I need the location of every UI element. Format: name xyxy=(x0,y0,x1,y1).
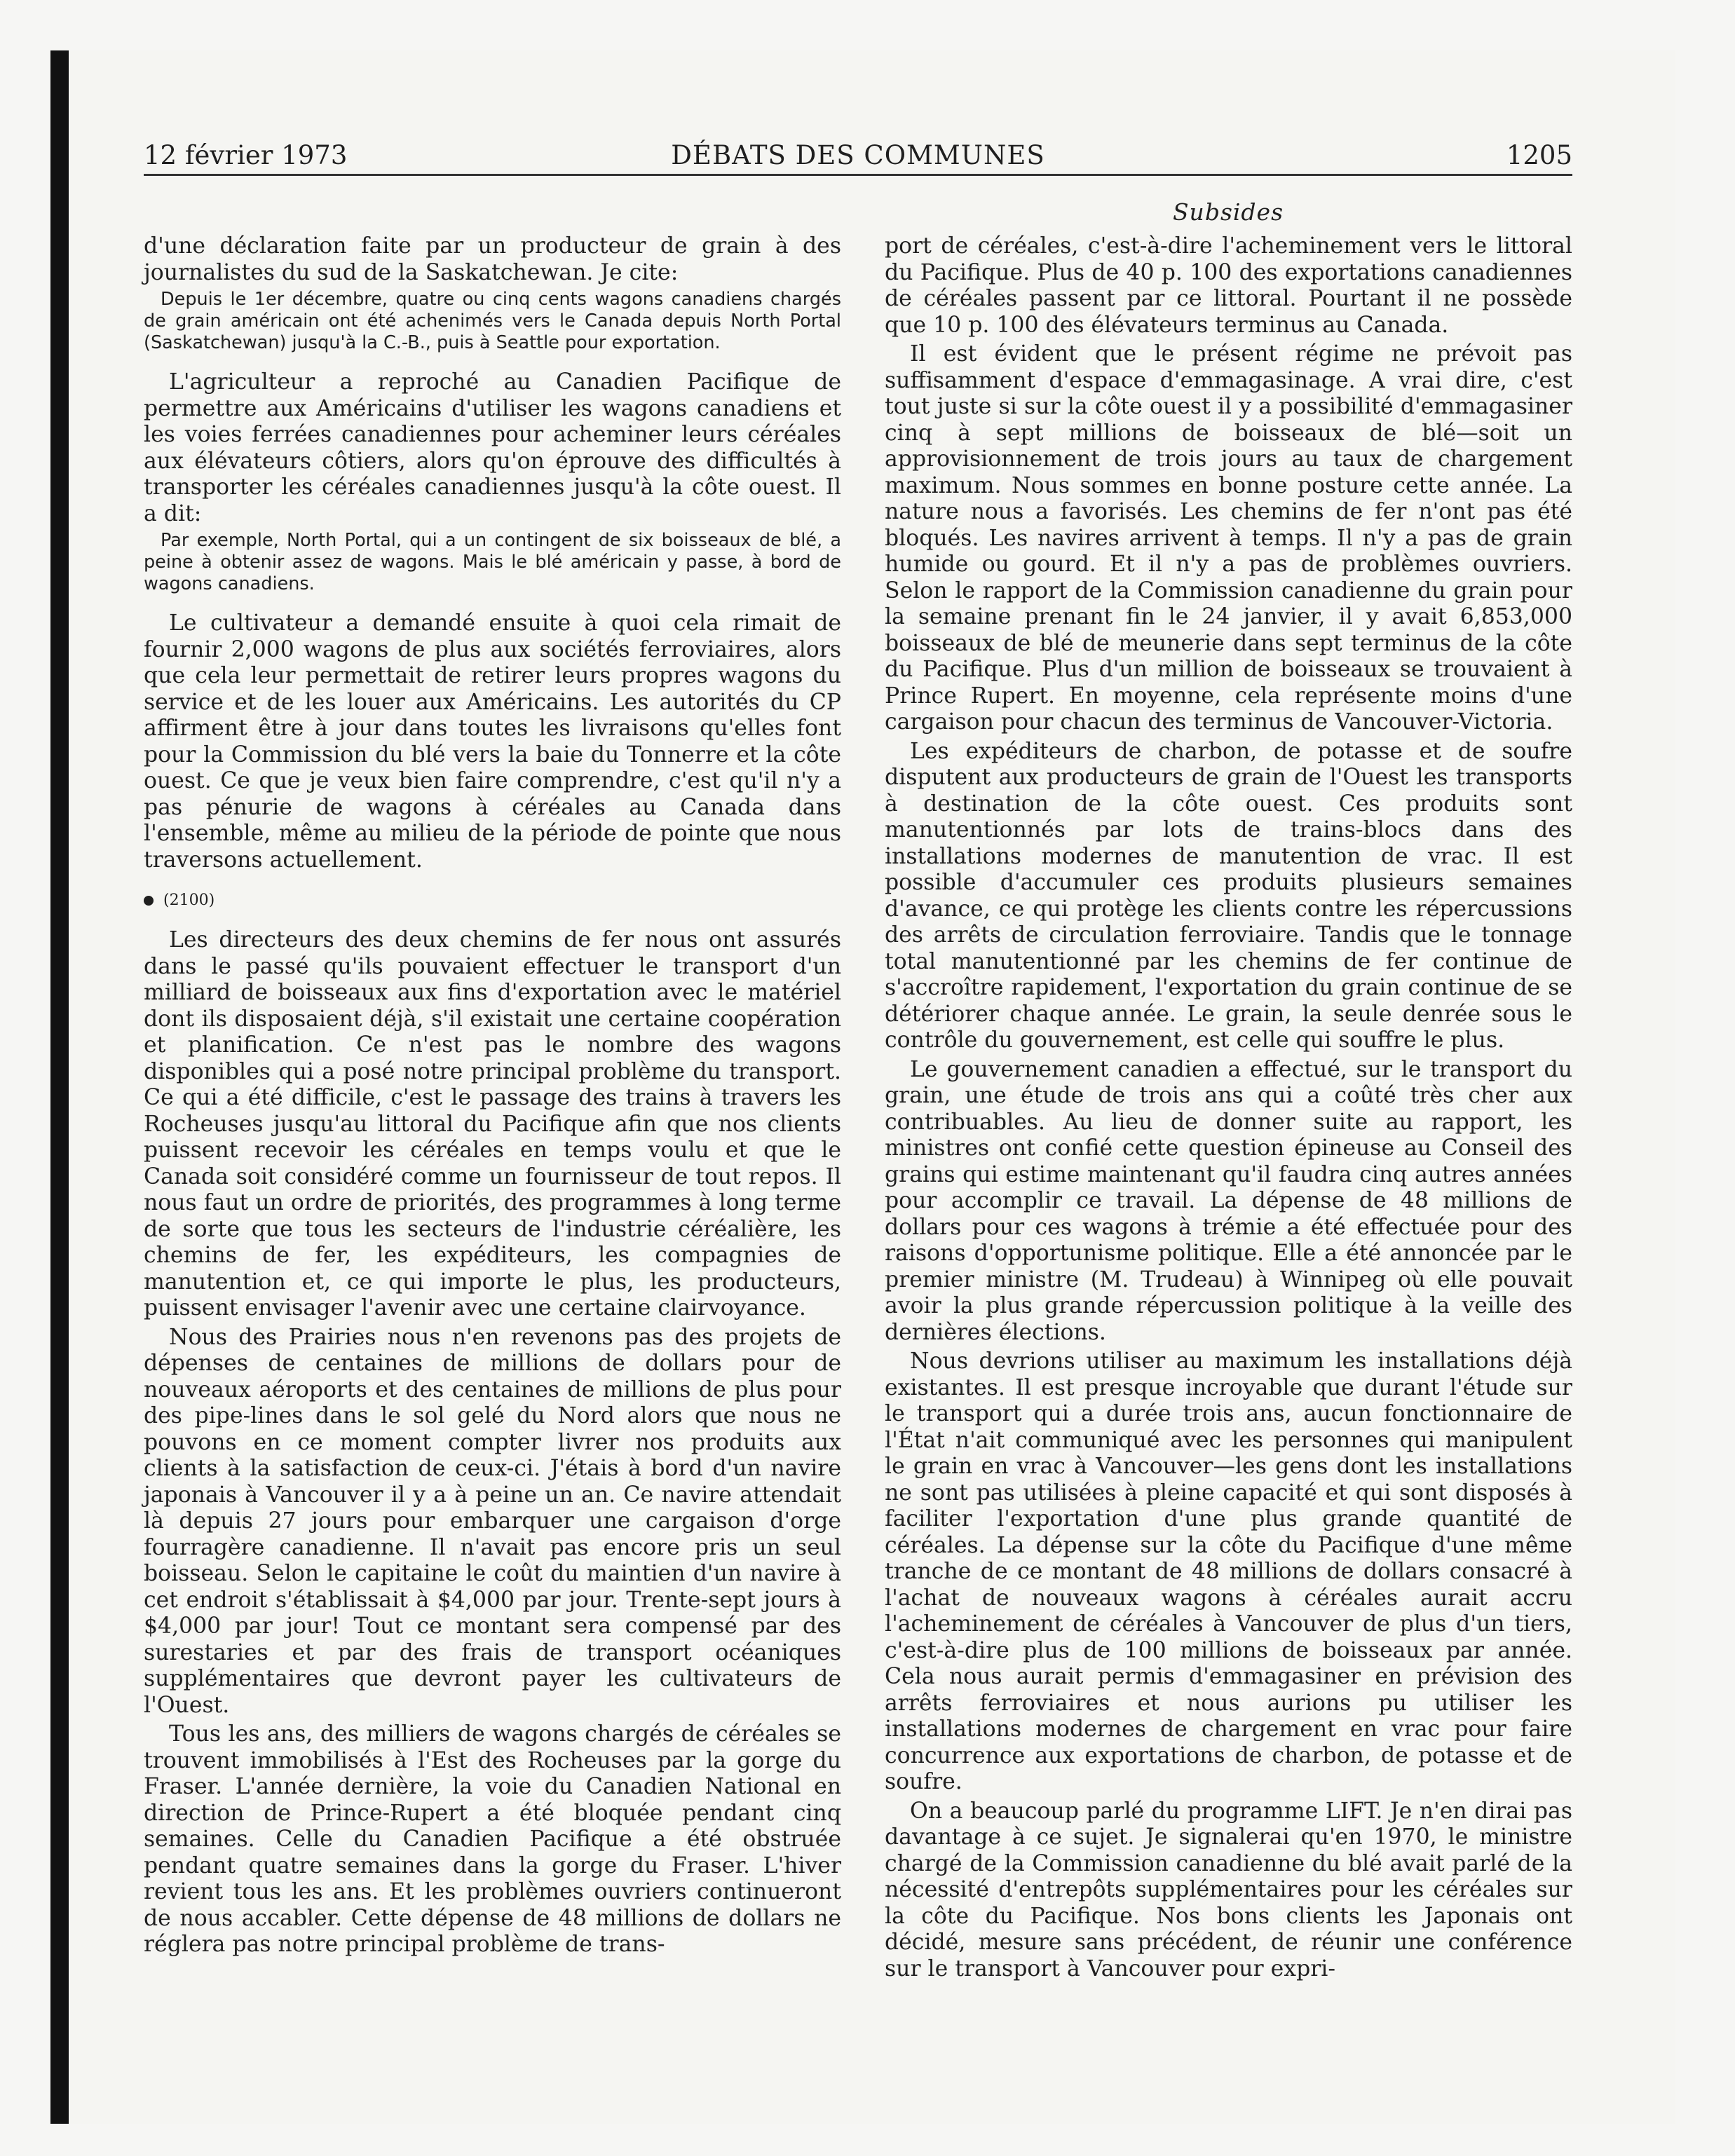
paragraph: d'une déclaration faite par un producteur de grain à des journalistes du sud de la Saskatchewan. Je cite: xyxy=(144,233,841,285)
paragraph: Nous devrions utiliser au maximum les installations déjà existantes. Il est presque incroyable que durant l'étude sur le transport qui a durée trois ans, aucun fonctionnaire de l'État n'ait communiqué avec les personnes qui manipulent le grain en vrac à Vancouver—les gens dont les installations ne sont pas utilisées à pleine capacité et qui sont disposés à faciliter l'exportation d'une plus grande quantité de céréales. La dépense sur la côte du Pacifique d'une même tranche de ce montant de 48 millions de dollars consacré à l'achat de nouveaux wagons à céréales aurait accru l'acheminement de céréales à Vancouver de plus d'un tiers, c'est-à-dire plus de 100 millions de boisseaux par année. Cela nous aurait permis d'emmagasiner en prévision des arrêts ferroviaires et nous aurions pu utiliser les installations modernes de chargement en vrac pour faire concurrence aux exportations de charbon, de potasse et de soufre. xyxy=(885,1349,1572,1794)
paragraph: Il est évident que le présent régime ne prévoit pas suffisamment d'espace d'emmagasinage. A vrai dire, c'est tout juste si sur la côte ouest il y a possibilité d'emmagasiner cinq à sept millions de boisseaux de blé—soit un approvisionnement de trois jours au taux de chargement maximum. Nous sommes en bonne posture cette année. La nature nous a favorisés. Les chemins de fer n'ont pas été bloqués. Les navires arrivent à temps. Il n'y a pas de grain humide ou gourd. Et il n'y a pas de problèmes ouvriers. Selon le rapport de la Commission canadienne du grain pour la semaine prenant fin le 24 janvier, il y avait 6,853,000 boisseaux de blé de meunerie dans sept terminus de la côte du Pacifique. Plus d'un million de boisseaux se trouvaient à Prince Rupert. En moyenne, cela représente moins d'une cargaison pour chacun des terminus de Vancouver-Victoria. xyxy=(885,341,1572,735)
paragraph: Tous les ans, des milliers de wagons chargés de céréales se trouvent immobilisés à l'Est des Rocheuses par la gorge du Fraser. L'année dernière, la voie du Canadien National en direction de Prince-Rupert a été bloquée pendant cinq semaines. Celle du Canadien Pacifique a été obstruée pendant quatre semaines dans la gorge du Fraser. L'hiver revient tous les ans. Et les problèmes ouvriers continueront de nous accabler. Cette dépense de 48 millions de dollars ne réglera pas notre principal problème de trans- xyxy=(144,1721,841,1957)
page-header xyxy=(144,139,1572,176)
bullet-icon xyxy=(144,896,154,906)
paragraph: Le gouvernement canadien a effectué, sur le transport du grain, une étude de trois ans qui a coûté très cher aux contribuables. Au lieu de donner suite au rapport, les ministres ont confié cette question épineuse au Conseil des grains qui estime maintenant qu'il faudra cinq autres années pour accomplir ce travail. La dépense de 48 millions de dollars pour ces wagons à trémie a été effectuée pour des raisons d'opportunisme politique. Elle a été annoncée par le premier ministre (M. Trudeau) à Winnipeg où elle pouvait avoir la plus grande répercussion politique à la veille des dernières élections. xyxy=(885,1056,1572,1345)
right-column xyxy=(885,233,1572,1982)
timestamp xyxy=(144,887,841,913)
scan-edge xyxy=(50,50,69,2124)
left-column xyxy=(144,233,841,1958)
paragraph: Les expéditeurs de charbon, de potasse et de soufre disputent aux producteurs de grain de l'Ouest les transports à destination de la côte ouest. Ces produits sont manutentionnés par lots de trains-blocs dans des installations modernes de manutention de vrac. Il est possible d'accumuler ces produits plusieurs semaines d'avance, ce qui protège les clients contre les répercussions des arrêts de circulation ferroviaire. Tandis que le tonnage total manutentionné par les chemins de fer continue de s'accroître rapidement, l'exportation du grain continue de se détériorer chaque année. Le grain, la seule denrée sous le contrôle du gouvernement, est celle qui souffre le plus. xyxy=(885,738,1572,1053)
header-title: DÉBATS DES COMMUNES xyxy=(671,140,1045,170)
block-quote: Depuis le 1er décembre, quatre ou cinq cents wagons canadiens chargés de grain américain ont été achenimés vers le Canada depuis North Portal (Saskatchewan) jusqu'à la C.-B., puis à Seattle pour exportation. xyxy=(144,289,841,353)
section-label: Subsides xyxy=(1172,198,1284,226)
block-quote: Par exemple, North Portal, qui a un contingent de six boisseaux de blé, a peine à obtenir assez de wagons. Mais le blé américain y passe, à bord de wagons canadiens. xyxy=(144,530,841,594)
paragraph: Nous des Prairies nous n'en revenons pas des projets de dépenses de centaines de millions de dollars pour de nouveaux aéroports et des centaines de millions de plus pour des pipe-lines dans le sol gelé du Nord alors que nous ne pouvons en ce moment compter livrer nos produits aux clients à la satisfaction de ceux-ci. J'étais à bord d'un navire japonais à Vancouver il y a à peine un an. Ce navire attendait là depuis 27 jours pour embarquer une cargaison d'orge fourragère canadienne. Il n'avait pas encore pris un seul boisseau. Selon le capitaine le coût du maintien d'un navire à cet endroit s'établissait à $4,000 par jour. Trente-sept jours à $4,000 par jour! Tout ce montant sera compensé par des surestaries et par des frais de transport océaniques supplémentaires que devront payer les cultivateurs de l'Ouest. xyxy=(144,1324,841,1718)
header-date: 12 février 1973 xyxy=(144,140,348,170)
paragraph: Les directeurs des deux chemins de fer nous ont assurés dans le passé qu'ils pouvaient effectuer le transport d'un milliard de boisseaux aux fins d'exportation avec le matériel dont ils disposaient déjà, s'il existait une certaine coopération et planification. Ce n'est pas le nombre des wagons disponibles qui a posé notre principal problème du transport. Ce qui a été difficile, c'est le passage des trains à travers les Rocheuses jusqu'au littoral du Pacifique afin que nos clients puissent recevoir les céréales en temps voulu et que le Canada soit considéré comme un fournisseur de tout repos. Il nous faut un ordre de priorités, des programmes à long terme de sorte que tous les secteurs de l'industrie céréalière, les chemins de fer, les expéditeurs, les compagnies de manutention et, ce qui importe le plus, les producteurs, puissent envisager l'avenir avec une certaine clairvoyance. xyxy=(144,927,841,1321)
timestamp-text: (2100) xyxy=(163,892,215,909)
paragraph: L'agriculteur a reproché au Canadien Pacifique de permettre aux Américains d'utiliser les wagons canadiens et les voies ferrées canadiennes pour acheminer leurs céréales aux élévateurs côtiers, alors qu'on éprouve des difficultés à transporter les céréales canadiennes jusqu'à la côte ouest. Il a dit: xyxy=(144,369,841,526)
page-number: 1205 xyxy=(1506,140,1572,170)
paragraph: Le cultivateur a demandé ensuite à quoi cela rimait de fournir 2,000 wagons de plus aux sociétés ferroviaires, alors que cela leur permettait de retirer leurs propres wagons du service et de les louer aux Américains. Les autorités du CP affirment être à jour dans toutes les livraisons qu'elles font pour la Commission du blé vers la baie du Tonnerre et la côte ouest. Ce que je veux bien faire comprendre, c'est qu'il n'y a pas pénurie de wagons à céréales au Canada dans l'ensemble, même au milieu de la période de pointe que nous traversons actuellement. xyxy=(144,610,841,873)
paragraph: On a beaucoup parlé du programme LIFT. Je n'en dirai pas davantage à ce sujet. Je signalerai qu'en 1970, le ministre chargé de la Commission canadienne du blé avait parlé de la nécessité d'entrepôts supplémentaires pour les céréales sur la côte du Pacifique. Nos bons clients les Japonais ont décidé, mesure sans précédent, de réunir une conférence sur le transport à Vancouver pour expri- xyxy=(885,1798,1572,1981)
paragraph: port de céréales, c'est-à-dire l'acheminement vers le littoral du Pacifique. Plus de 40 p. 100 des exportations canadiennes de céréales passent par ce littoral. Pourtant il ne possède que 10 p. 100 des élévateurs terminus au Canada. xyxy=(885,233,1572,338)
